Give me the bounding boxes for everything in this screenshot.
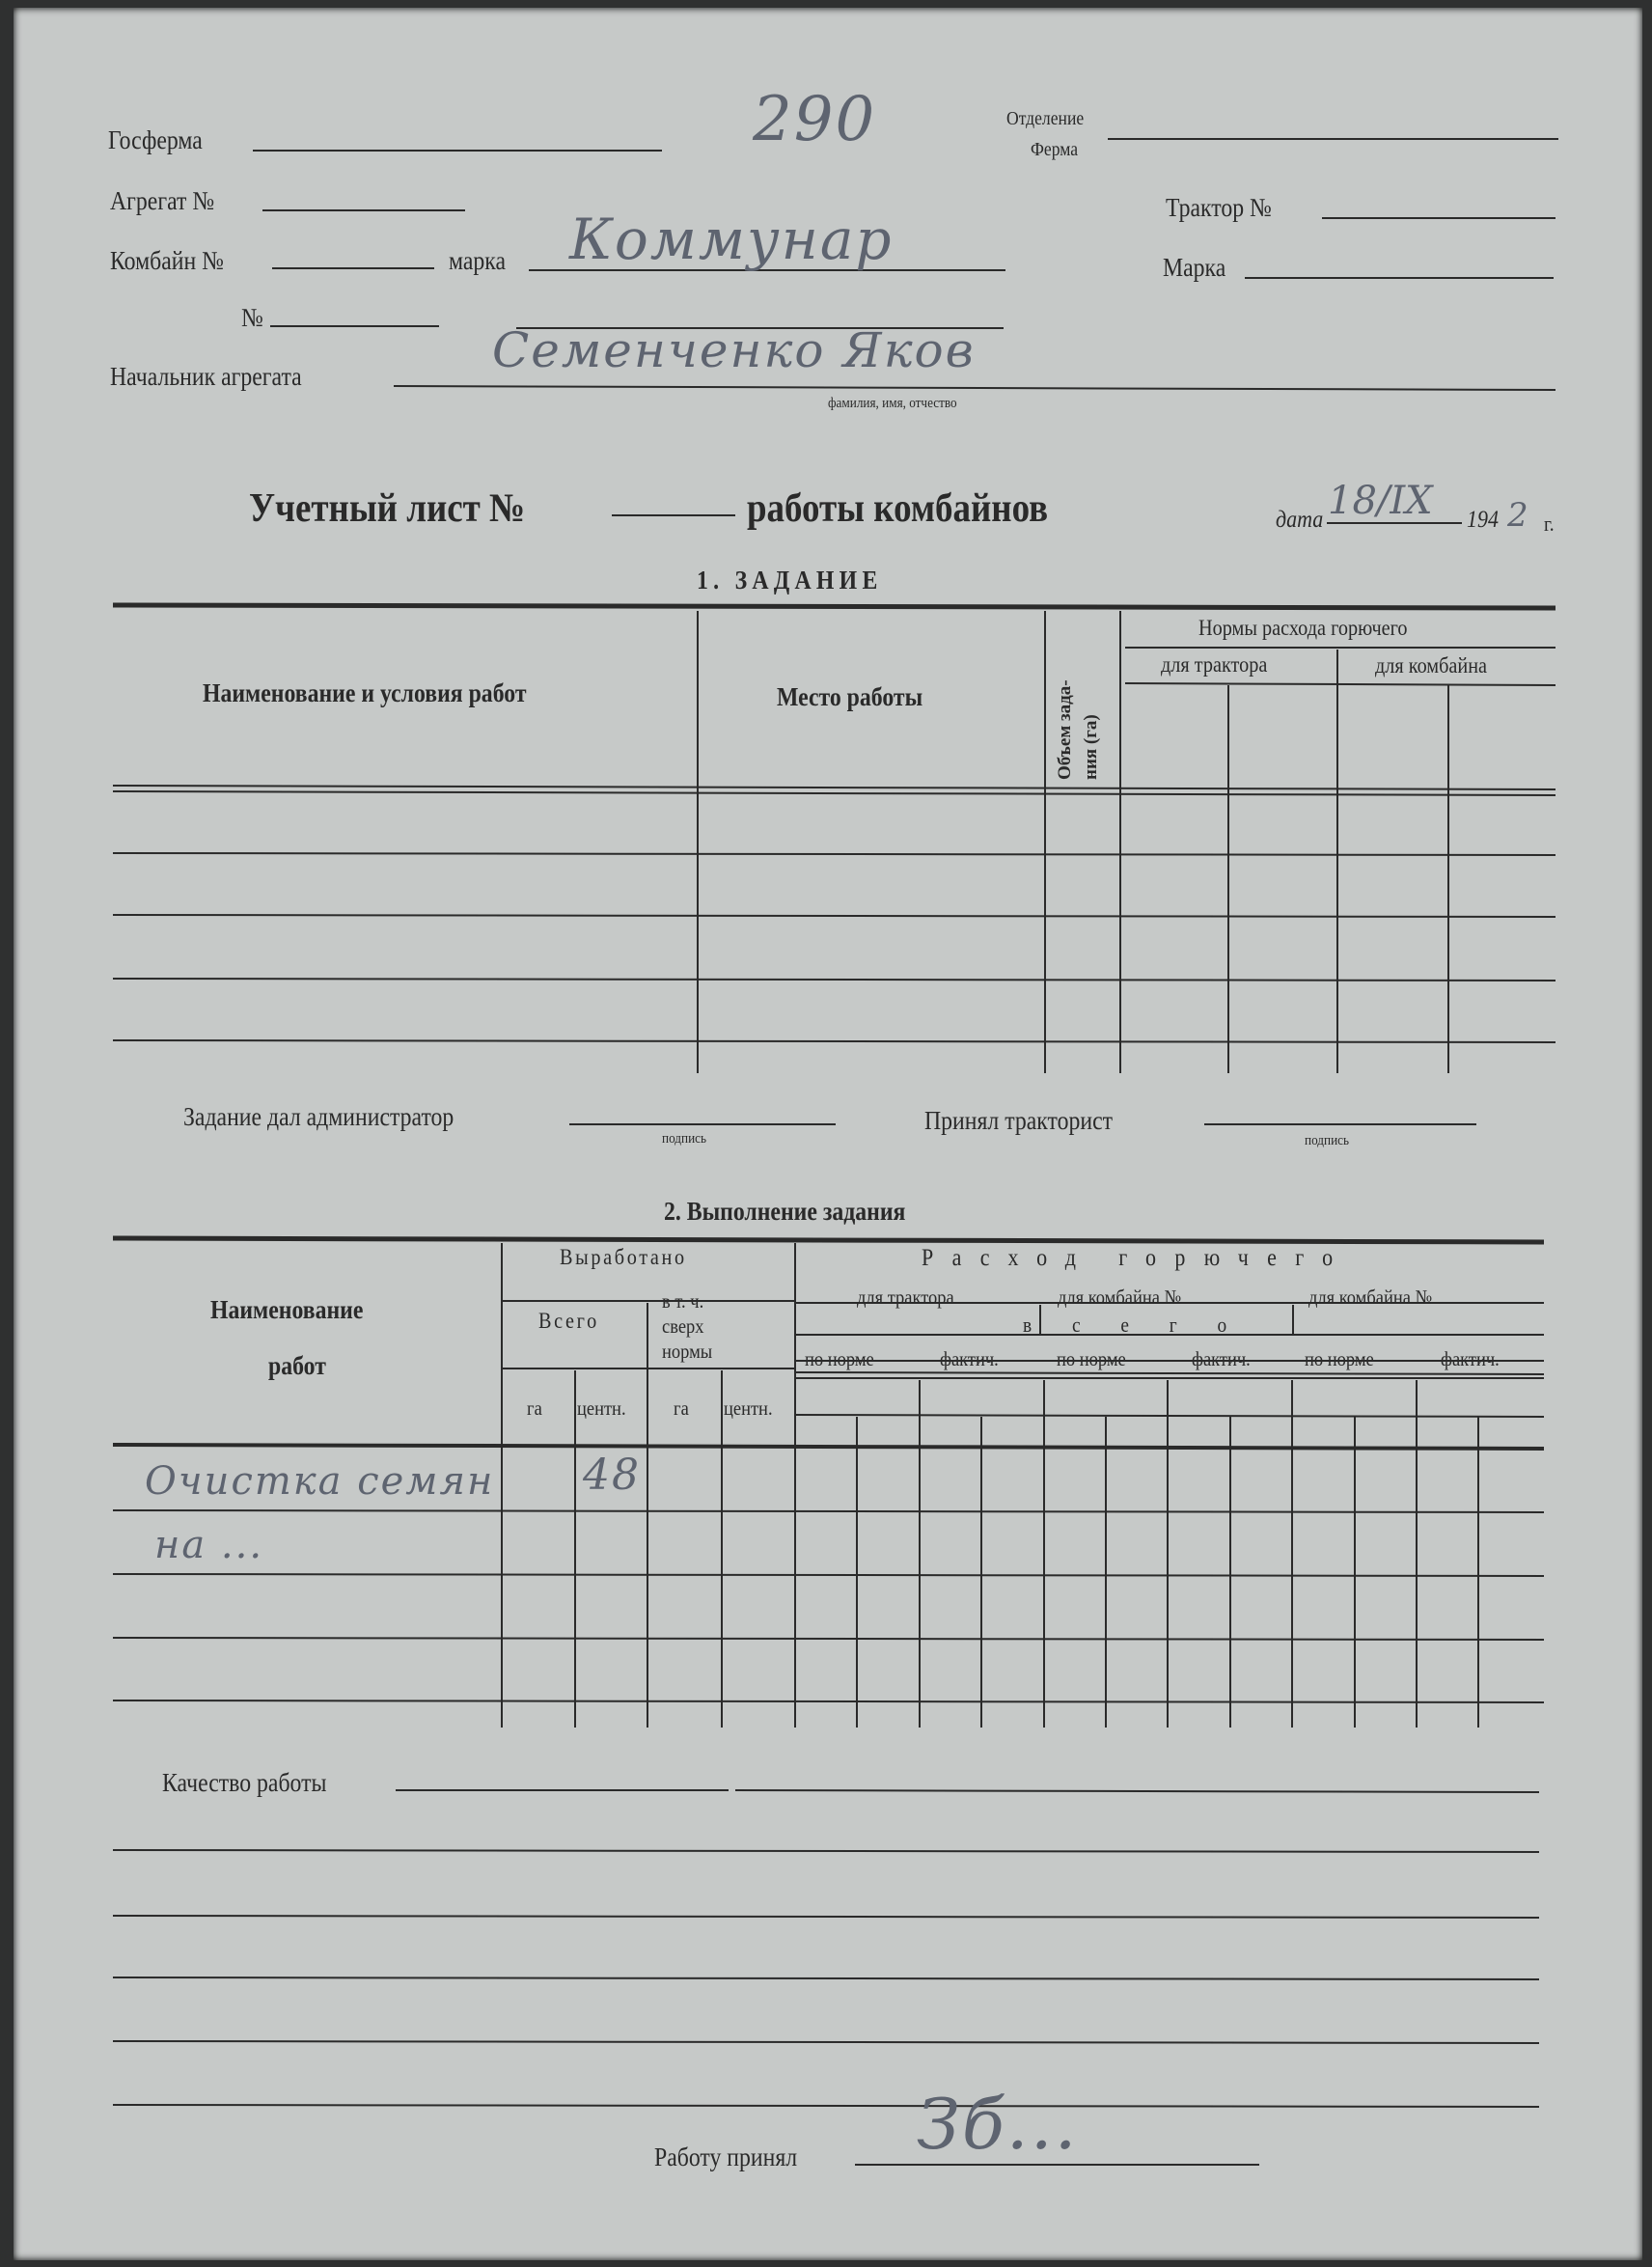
col-all: в с е г о [1023,1313,1227,1337]
marka-value: Коммунар [569,207,894,272]
col-over-1: в т. ч. [662,1289,704,1313]
otdelenie-label: Отделение [1006,108,1085,129]
acceptor-signature: Зб... [917,2084,1079,2165]
tractorist-label: Принял тракторист [924,1106,1114,1135]
col-done: Выработано [560,1245,687,1269]
col-for-tractor: для трактора [857,1286,954,1309]
tractorist-signature-caption: подпись [1305,1133,1350,1148]
year-digit: 2 [1507,496,1530,535]
admin-signature-caption: подпись [662,1131,707,1147]
tractor-actual: фактич. [940,1347,999,1370]
col-over-2: сверх [662,1314,704,1338]
nachalnik-label: Начальник агрегата [110,362,302,391]
accepted-label: Работу принял [654,2143,798,2171]
section1-heading: 1. ЗАДАНИЕ [697,566,883,594]
combine1-by-norm: по норме [1057,1347,1126,1370]
kombain-label: Комбайн № [110,246,224,275]
col-for-combine-1: для комбайна № [1058,1286,1182,1309]
unit-ha-over: га [674,1396,689,1420]
col-name-conditions: Наименование и условия работ [203,678,527,707]
col-fuel: Расход горючего [922,1245,1352,1271]
combine1-actual: фактич. [1192,1347,1251,1370]
date-label: дата [1276,507,1324,533]
gosferma-value: 290 [753,84,877,155]
unit-centn-over: центн. [724,1396,773,1420]
quality-label: Качество работы [162,1768,327,1797]
col-place: Место работы [777,682,923,711]
col-total: Всего [538,1309,599,1333]
agregat-label: Агрегат № [110,186,215,215]
year-prefix: 194 [1467,507,1499,533]
marka-label: марка [449,246,507,275]
col-over-3: нормы [662,1340,713,1363]
year-suffix: г. [1544,511,1555,536]
col-work-name-2: работ [268,1351,326,1380]
gosferma-label: Госферма [108,125,203,154]
no-label: № [241,303,263,332]
col-norm-tractor: для трактора [1161,652,1268,677]
col-fuel-norms: Нормы расхода горючего [1198,616,1408,640]
date-value: 18/IX [1328,479,1433,523]
unit-centn-total: центн. [577,1396,626,1420]
row1-centn-value: 48 [583,1451,641,1500]
nachalnik-value: Семенченко Яков [492,322,976,378]
row1-work-name: Очистка семян [145,1459,495,1504]
col-volume-1: Объем зада- [1055,679,1075,780]
tractor-by-norm: по норме [805,1347,874,1370]
section2-heading: 2. Выполнение задания [664,1197,906,1226]
ferma-label: Ферма [1031,139,1079,160]
marka2-label: Марка [1163,253,1226,282]
row2-work-name: на ... [154,1523,264,1567]
col-work-name-1: Наименование [210,1295,364,1324]
fio-caption: фамилия, имя, отчество [828,396,957,411]
combine2-actual: фактич. [1441,1347,1500,1370]
combine2-by-norm: по норме [1305,1347,1374,1370]
col-volume-2: ния (га) [1081,714,1101,780]
traktor-label: Трактор № [1166,193,1272,222]
title-left: Учетный лист № [249,486,526,531]
title-right: работы комбайнов [747,486,1049,531]
col-norm-combine: для комбайна [1375,653,1488,677]
unit-ha-total: га [527,1396,542,1420]
col-for-combine-2: для комбайна № [1308,1286,1433,1309]
admin-label: Задание дал администратор [183,1102,454,1131]
